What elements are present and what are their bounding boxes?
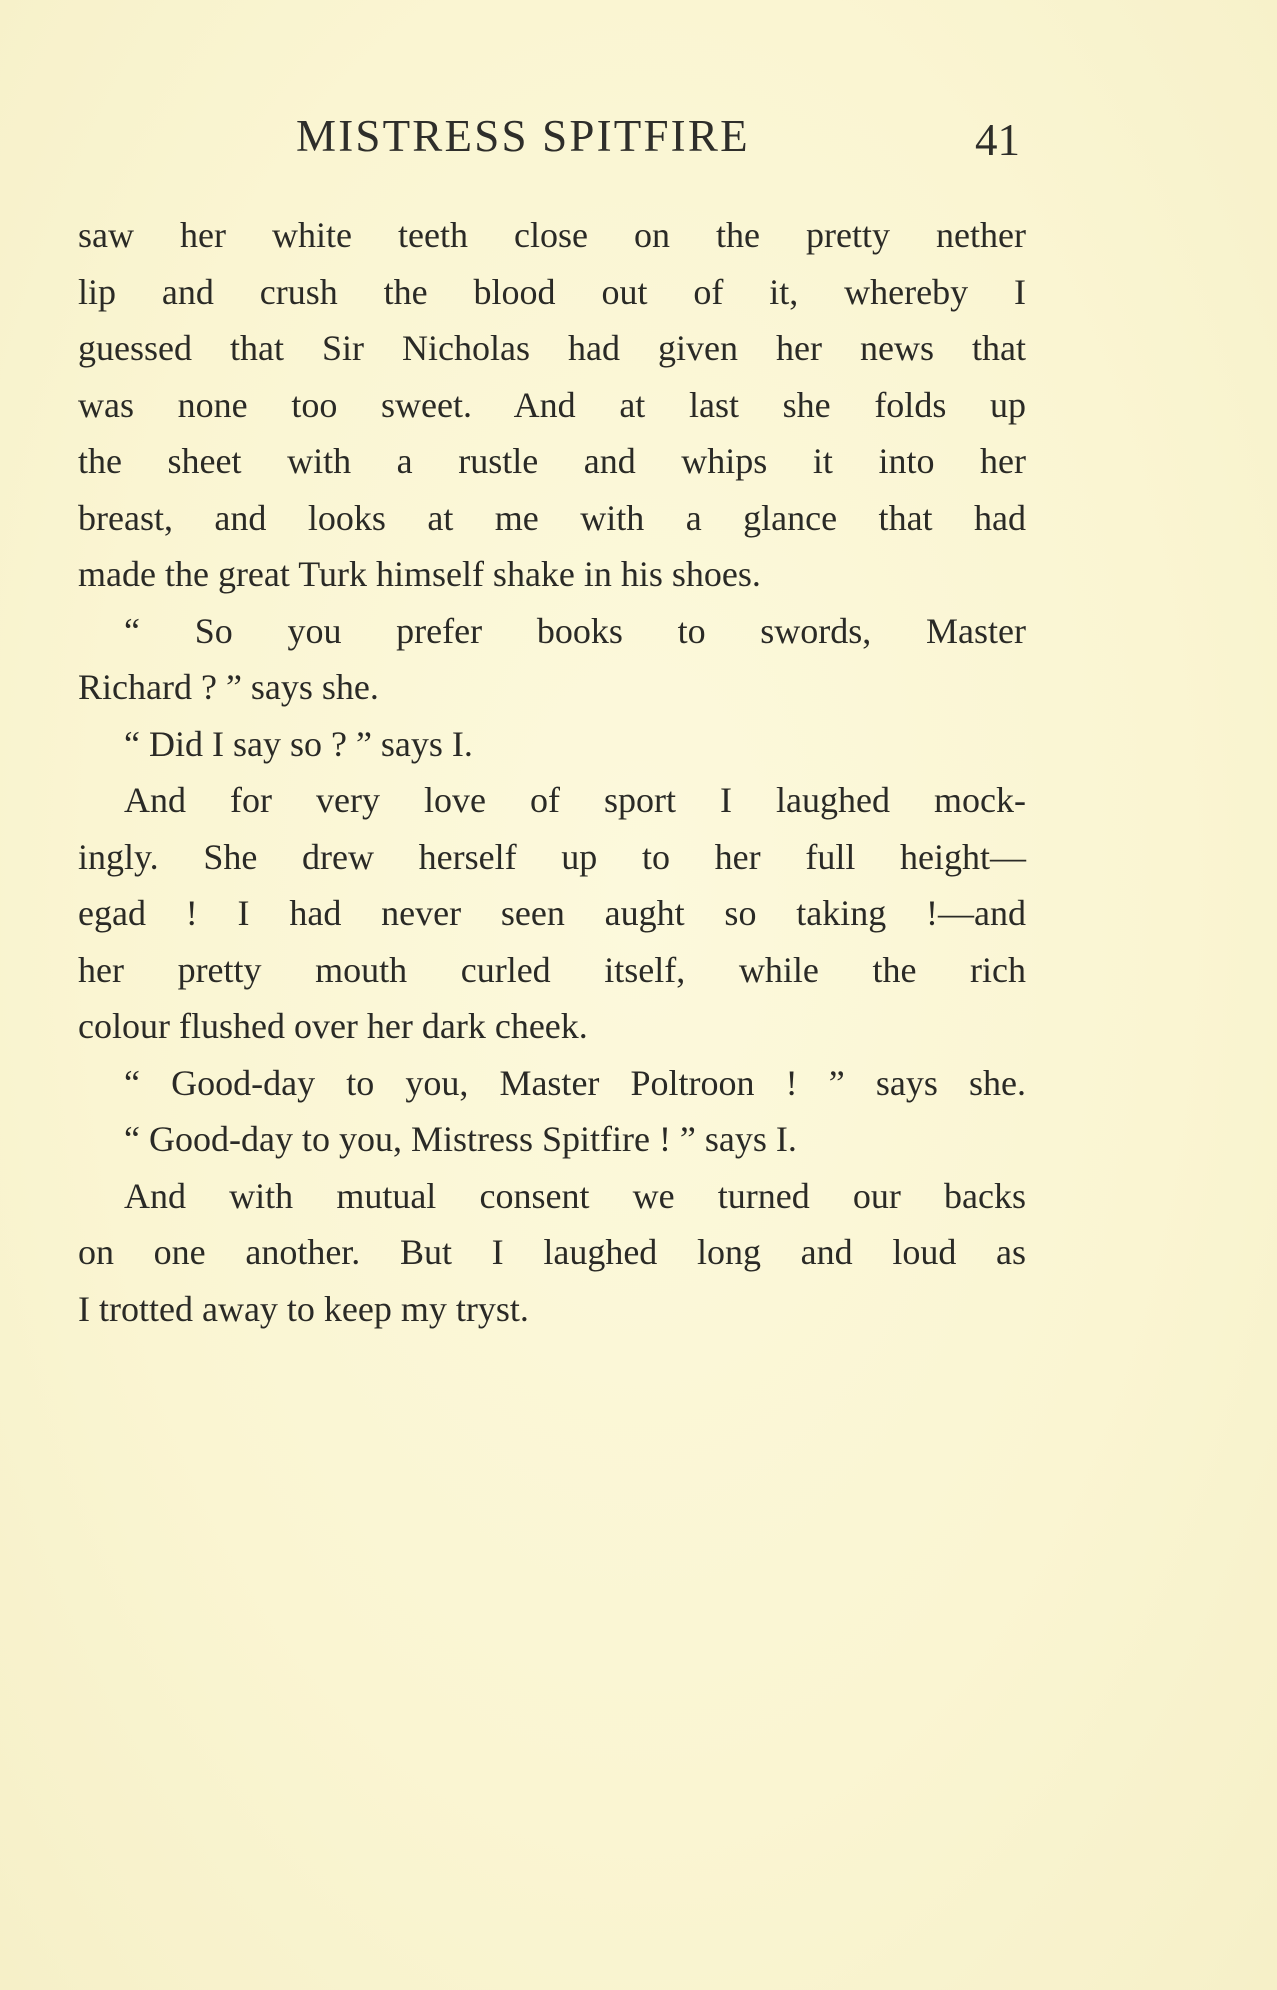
text-line: the sheet with a rustle and whips it into her	[78, 441, 1026, 481]
text-line: was none too sweet. And at last she folds up	[78, 384, 1026, 425]
running-title: MISTRESS SPITFIRE	[296, 111, 750, 161]
text-line: saw her white teeth close on the pretty nether	[78, 215, 1026, 255]
text-line: “ Good-day to you, Mistress Spitfire ! ” says I.	[124, 1119, 797, 1159]
text-line: made the great Turk himself shake in his shoes.	[78, 554, 761, 594]
text-line: her pretty mouth curled itself, while the rich	[78, 949, 1026, 990]
text-line: I trotted away to keep my tryst.	[78, 1288, 529, 1329]
body-text	[78, 207, 1026, 1337]
text-line: “ Good-day to you, Master Poltroon ! ” says she.	[124, 1062, 1026, 1103]
text-line: colour flushed over her dark cheek.	[78, 1006, 588, 1046]
text-line: Richard ? ” says she.	[78, 667, 379, 707]
page-number: 41	[975, 115, 1020, 165]
text-line: ingly. She drew herself up to her full height—	[78, 836, 1026, 877]
text-line: on one another. But I laughed long and loud as	[78, 1232, 1026, 1272]
text-line: lip and crush the blood out of it, whereby I	[78, 271, 1026, 312]
text-line: And with mutual consent we turned our backs	[124, 1175, 1026, 1216]
text-line: “ So you prefer books to swords, Master	[124, 610, 1026, 651]
text-line: egad ! I had never seen aught so taking !—and	[78, 893, 1026, 933]
running-head	[0, 106, 1277, 166]
text-line: breast, and looks at me with a glance that had	[78, 497, 1026, 538]
text-line: guessed that Sir Nicholas had given her news that	[78, 328, 1026, 368]
text-line: And for very love of sport I laughed mock-	[124, 780, 1026, 820]
text-line: “ Did I say so ? ” says I.	[124, 723, 473, 764]
